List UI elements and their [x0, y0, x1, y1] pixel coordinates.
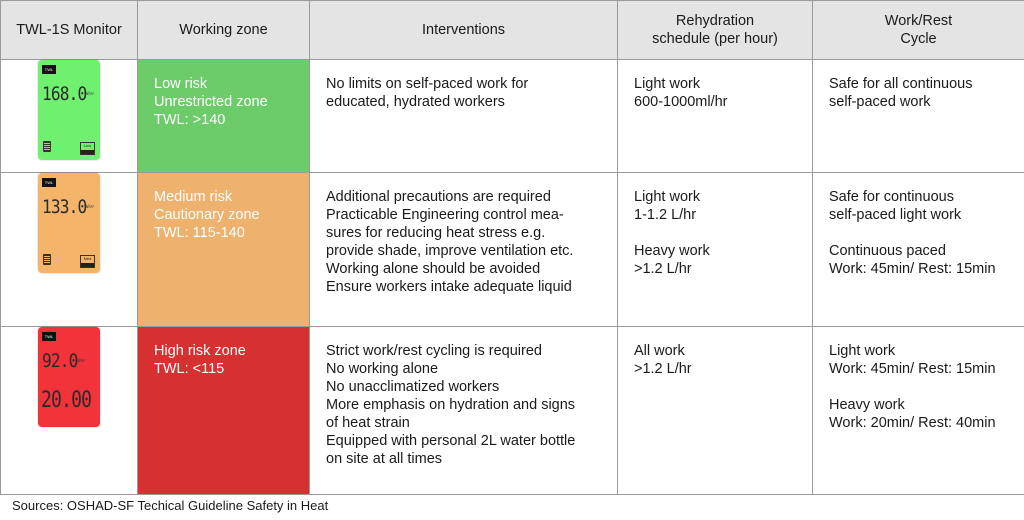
rehydration-line: Light work	[634, 76, 701, 92]
cycle-cell	[813, 327, 1024, 495]
battery-icon	[43, 254, 51, 265]
cycle-cell	[813, 173, 1024, 327]
intervention-line: More emphasis on hydration and signs	[326, 397, 576, 413]
rehydration-line: Heavy work	[634, 243, 710, 259]
intervention-line: Ensure workers intake adequate liquid	[326, 279, 572, 295]
zone-threshold: TWL: >140	[154, 112, 226, 128]
zone-label: Medium risk	[154, 189, 233, 205]
intervention-line: No unacclimatized workers	[326, 379, 500, 395]
cycle-line: Work: 20min/ Rest: 40min	[829, 415, 996, 431]
zone-cell-medium	[138, 173, 310, 327]
monitor-reading: $92.0^{W/m^2}$	[42, 350, 86, 372]
zone-cell-low	[138, 60, 310, 173]
interventions-cell	[310, 327, 618, 495]
risk-level-indicator: Med	[80, 255, 95, 268]
header-rehydration: Rehydration schedule (per hour)	[618, 1, 813, 60]
rehydration-cell	[618, 60, 813, 173]
zone-label: Low risk	[154, 76, 208, 92]
intervention-line: provide shade, improve ventilation etc.	[326, 243, 574, 259]
table-row-high-risk	[1, 327, 1024, 495]
cycle-line: self-paced work	[829, 94, 931, 110]
monitor-reading: $133.0^{W/m^2}$	[42, 196, 95, 218]
header-interventions: Interventions	[310, 1, 618, 60]
intervention-line: educated, hydrated workers	[326, 94, 505, 110]
rehydration-line: >1.2 L/hr	[634, 261, 692, 277]
zone-label: High risk zone	[154, 343, 246, 359]
intervention-line: Working alone should be avoided	[326, 261, 541, 277]
cycle-line: Light work	[829, 343, 896, 359]
table-row-medium-risk	[1, 173, 1024, 327]
intervention-line: of heat strain	[326, 415, 410, 431]
cycle-cell	[813, 60, 1024, 173]
rehydration-line: >1.2 L/hr	[634, 361, 692, 377]
zone-threshold: TWL: <115	[154, 361, 225, 377]
monitor-reading: $168.0^{W/m^2}$	[42, 83, 95, 105]
intervention-line: Strict work/rest cycling is required	[326, 343, 542, 359]
interventions-cell	[310, 60, 618, 173]
cycle-line: Continuous paced	[829, 243, 946, 259]
source-note: Sources: OSHAD-SF Techical Guideline Safety in Heat	[12, 498, 329, 513]
lcd-monitor-icon	[38, 173, 100, 273]
rehydration-line: 1-1.2 L/hr	[634, 207, 697, 223]
monitor-cell	[1, 173, 138, 327]
header-work-rest-cycle: Work/Rest Cycle	[813, 1, 1024, 60]
rehydration-line: Light work	[634, 189, 701, 205]
cycle-line: Heavy work	[829, 397, 905, 413]
cycle-line: Safe for all continuous	[829, 76, 973, 92]
cycle-line: self-paced light work	[829, 207, 962, 223]
monitor-cell	[1, 327, 138, 495]
battery-icon	[43, 141, 51, 152]
twl-badge: TWL	[42, 178, 56, 187]
monitor-cell	[1, 60, 138, 173]
header-working-zone: Working zone	[138, 1, 310, 60]
cycle-line: Work: 45min/ Rest: 15min	[829, 361, 996, 377]
zone-label: Unrestricted zone	[154, 94, 268, 110]
rehydration-line: 600-1000ml/hr	[634, 94, 728, 110]
table-row-low-risk	[1, 60, 1024, 173]
zone-cell-high	[138, 327, 310, 495]
rehydration-cell	[618, 173, 813, 327]
intervention-line: Additional precautions are required	[326, 189, 551, 205]
lcd-monitor-icon	[38, 327, 100, 427]
header-row	[1, 1, 1024, 60]
cycle-line: Work: 45min/ Rest: 15min	[829, 261, 996, 277]
intervention-line: Equipped with personal 2L water bottle	[326, 433, 576, 449]
intervention-line: No working alone	[326, 361, 439, 377]
header-monitor: TWL-1S Monitor	[1, 1, 138, 60]
interventions-cell	[310, 173, 618, 327]
zone-label: Cautionary zone	[154, 207, 260, 223]
intervention-line: No limits on self-paced work for	[326, 76, 529, 92]
twl-badge: TWL	[42, 332, 56, 341]
rehydration-line: All work	[634, 343, 685, 359]
lcd-monitor-icon	[38, 60, 100, 160]
risk-level-indicator: Low	[80, 142, 95, 155]
twl-badge: TWL	[42, 65, 56, 74]
zone-threshold: TWL: 115-140	[154, 225, 245, 241]
cycle-line: Safe for continuous	[829, 189, 954, 205]
rehydration-cell	[618, 327, 813, 495]
intervention-line: on site at all times	[326, 451, 443, 467]
intervention-line: Practicable Engineering control mea-	[326, 207, 564, 223]
intervention-line: sures for reducing heat stress e.g.	[326, 225, 546, 241]
monitor-secondary-reading: 20.00	[41, 388, 92, 413]
